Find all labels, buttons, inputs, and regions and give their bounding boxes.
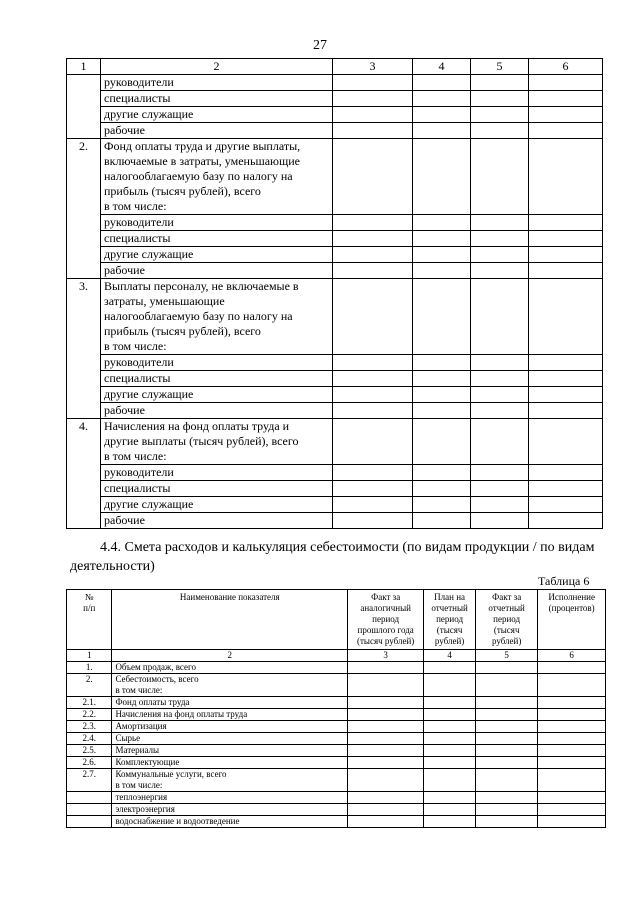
- row-label: другие служащие: [101, 497, 333, 513]
- table-row: [67, 465, 603, 481]
- value-cell: [538, 757, 606, 769]
- value-cell: [529, 513, 603, 529]
- value-cell: [333, 419, 413, 465]
- section-heading: 4.4. Смета расходов и калькуляция себестоимости (по видам продукции / по видам деятельности): [70, 540, 595, 574]
- table-row: [67, 231, 603, 247]
- table-header-row: [67, 590, 606, 650]
- value-cell: [424, 745, 476, 757]
- row-number: 2.6.: [67, 757, 112, 769]
- value-cell: [348, 816, 424, 828]
- table-row: [67, 792, 606, 804]
- value-cell: [348, 662, 424, 674]
- row-label: Себестоимость, всего в том числе:: [112, 674, 348, 697]
- row-label: специалисты: [101, 91, 333, 107]
- row-number: 2.: [67, 674, 112, 697]
- table-row: [67, 75, 603, 91]
- value-cell: [529, 231, 603, 247]
- column-header: Факт за отчетный период (тысяч рублей): [475, 590, 537, 650]
- value-cell: [333, 355, 413, 371]
- table-row: [67, 481, 603, 497]
- value-cell: [424, 769, 476, 792]
- value-cell: [529, 355, 603, 371]
- value-cell: [529, 279, 603, 355]
- value-cell: [538, 721, 606, 733]
- table-row: [67, 215, 603, 231]
- row-label: водоснабжение и водоотведение: [112, 816, 348, 828]
- column-index-row: [67, 650, 606, 662]
- value-cell: [413, 263, 471, 279]
- value-cell: [333, 513, 413, 529]
- value-cell: [333, 497, 413, 513]
- value-cell: [471, 403, 529, 419]
- row-number: 2.1.: [67, 697, 112, 709]
- table-row: [67, 662, 606, 674]
- table-row: [67, 139, 603, 215]
- column-header: Исполнение (процентов): [538, 590, 606, 650]
- value-cell: [424, 721, 476, 733]
- value-cell: [529, 481, 603, 497]
- row-number: 2.5.: [67, 745, 112, 757]
- staff-payments-table: [66, 58, 603, 529]
- column-index: 3: [348, 650, 424, 662]
- value-cell: [333, 279, 413, 355]
- row-label: Амортизация: [112, 721, 348, 733]
- column-header: № п/п: [67, 590, 112, 650]
- row-label: Коммунальные услуги, всего в том числе:: [112, 769, 348, 792]
- table-row: [67, 757, 606, 769]
- row-number: 2.3.: [67, 721, 112, 733]
- value-cell: [475, 697, 537, 709]
- value-cell: [529, 497, 603, 513]
- row-number: [67, 792, 112, 804]
- row-label: руководители: [101, 75, 333, 91]
- value-cell: [348, 674, 424, 697]
- value-cell: [413, 481, 471, 497]
- value-cell: [538, 804, 606, 816]
- value-cell: [529, 465, 603, 481]
- value-cell: [413, 465, 471, 481]
- table-row: [67, 804, 606, 816]
- value-cell: [538, 733, 606, 745]
- value-cell: [348, 792, 424, 804]
- row-label: Начисления на фонд оплаты труда: [112, 709, 348, 721]
- value-cell: [475, 745, 537, 757]
- value-cell: [413, 75, 471, 91]
- column-header: 1: [67, 59, 101, 75]
- value-cell: [333, 403, 413, 419]
- value-cell: [529, 403, 603, 419]
- value-cell: [333, 231, 413, 247]
- value-cell: [333, 139, 413, 215]
- value-cell: [413, 247, 471, 263]
- column-header: Факт за аналогичный период прошлого года (тысяч рублей): [348, 590, 424, 650]
- row-number: 3.: [67, 279, 101, 419]
- value-cell: [529, 247, 603, 263]
- value-cell: [348, 745, 424, 757]
- row-label: другие служащие: [101, 387, 333, 403]
- cost-estimate-table: [66, 589, 606, 828]
- row-label: электроэнергия: [112, 804, 348, 816]
- value-cell: [471, 279, 529, 355]
- value-cell: [413, 355, 471, 371]
- value-cell: [471, 263, 529, 279]
- table-row: [67, 279, 603, 355]
- column-header: 2: [101, 59, 333, 75]
- value-cell: [333, 481, 413, 497]
- value-cell: [529, 263, 603, 279]
- table-row: [67, 816, 606, 828]
- value-cell: [529, 139, 603, 215]
- value-cell: [471, 123, 529, 139]
- value-cell: [529, 75, 603, 91]
- column-header: 3: [333, 59, 413, 75]
- column-header: Наименование показателя: [112, 590, 348, 650]
- table-row: [67, 107, 603, 123]
- value-cell: [333, 371, 413, 387]
- table-row: [67, 733, 606, 745]
- value-cell: [471, 497, 529, 513]
- value-cell: [333, 75, 413, 91]
- value-cell: [424, 697, 476, 709]
- value-cell: [538, 792, 606, 804]
- row-number: [67, 75, 101, 139]
- row-label: рабочие: [101, 123, 333, 139]
- value-cell: [413, 387, 471, 403]
- row-label: специалисты: [101, 371, 333, 387]
- value-cell: [333, 91, 413, 107]
- value-cell: [348, 697, 424, 709]
- value-cell: [538, 745, 606, 757]
- value-cell: [348, 733, 424, 745]
- row-number: 4.: [67, 419, 101, 529]
- value-cell: [471, 91, 529, 107]
- row-label: теплоэнергия: [112, 792, 348, 804]
- value-cell: [333, 107, 413, 123]
- row-label: рабочие: [101, 403, 333, 419]
- value-cell: [348, 804, 424, 816]
- value-cell: [348, 721, 424, 733]
- column-header: План на отчетный период (тысяч рублей): [424, 590, 476, 650]
- value-cell: [471, 139, 529, 215]
- value-cell: [424, 662, 476, 674]
- value-cell: [424, 674, 476, 697]
- value-cell: [471, 371, 529, 387]
- column-index: 6: [538, 650, 606, 662]
- value-cell: [471, 513, 529, 529]
- row-number: [67, 816, 112, 828]
- table-row: [67, 247, 603, 263]
- value-cell: [529, 371, 603, 387]
- table-row: [67, 721, 606, 733]
- value-cell: [471, 355, 529, 371]
- row-number: 2.: [67, 139, 101, 279]
- value-cell: [471, 215, 529, 231]
- value-cell: [529, 215, 603, 231]
- table-row: [67, 403, 603, 419]
- table-row: [67, 387, 603, 403]
- value-cell: [424, 816, 476, 828]
- row-label: руководители: [101, 355, 333, 371]
- row-label: Фонд оплаты труда и другие выплаты, включаемые в затраты, уменьшающие налогооблагаемую базу по налогу на прибыль (тысяч рублей), всего в том числе:: [101, 139, 333, 215]
- table-row: [67, 263, 603, 279]
- row-label: специалисты: [101, 231, 333, 247]
- table-row: [67, 91, 603, 107]
- value-cell: [471, 231, 529, 247]
- row-number: 2.7.: [67, 769, 112, 792]
- value-cell: [348, 709, 424, 721]
- table-row: [67, 674, 606, 697]
- value-cell: [333, 263, 413, 279]
- value-cell: [529, 123, 603, 139]
- value-cell: [471, 387, 529, 403]
- row-number: 1.: [67, 662, 112, 674]
- value-cell: [538, 769, 606, 792]
- table-label: Таблица 6: [538, 574, 590, 588]
- value-cell: [475, 769, 537, 792]
- value-cell: [413, 371, 471, 387]
- row-label: Комплектующие: [112, 757, 348, 769]
- value-cell: [475, 709, 537, 721]
- table-row: [67, 123, 603, 139]
- value-cell: [413, 215, 471, 231]
- value-cell: [529, 91, 603, 107]
- row-number: 2.4.: [67, 733, 112, 745]
- value-cell: [475, 674, 537, 697]
- value-cell: [471, 481, 529, 497]
- table-row: [67, 709, 606, 721]
- value-cell: [471, 419, 529, 465]
- value-cell: [475, 816, 537, 828]
- table-row: [67, 497, 603, 513]
- value-cell: [413, 123, 471, 139]
- column-header: 4: [413, 59, 471, 75]
- value-cell: [475, 733, 537, 745]
- row-label: руководители: [101, 215, 333, 231]
- row-number: [67, 804, 112, 816]
- value-cell: [333, 465, 413, 481]
- value-cell: [471, 465, 529, 481]
- column-index: 4: [424, 650, 476, 662]
- table-row: [67, 769, 606, 792]
- row-label: другие служащие: [101, 247, 333, 263]
- value-cell: [538, 674, 606, 697]
- row-label: Объем продаж, всего: [112, 662, 348, 674]
- column-index: 2: [112, 650, 348, 662]
- row-label: рабочие: [101, 263, 333, 279]
- table-row: [67, 697, 606, 709]
- value-cell: [529, 107, 603, 123]
- value-cell: [424, 792, 476, 804]
- value-cell: [333, 123, 413, 139]
- value-cell: [475, 804, 537, 816]
- column-header: 5: [471, 59, 529, 75]
- table-row: [67, 513, 603, 529]
- page-number: 27: [313, 38, 327, 53]
- column-index: 1: [67, 650, 112, 662]
- value-cell: [348, 769, 424, 792]
- value-cell: [413, 419, 471, 465]
- value-cell: [333, 247, 413, 263]
- value-cell: [529, 419, 603, 465]
- table-header-row: [67, 59, 603, 75]
- value-cell: [413, 279, 471, 355]
- value-cell: [471, 247, 529, 263]
- row-label: Начисления на фонд оплаты труда и другие выплаты (тысяч рублей), всего в том числе:: [101, 419, 333, 465]
- column-index: 5: [475, 650, 537, 662]
- column-header: 6: [529, 59, 603, 75]
- value-cell: [538, 662, 606, 674]
- row-label: рабочие: [101, 513, 333, 529]
- row-label: руководители: [101, 465, 333, 481]
- value-cell: [413, 513, 471, 529]
- row-number: 2.2.: [67, 709, 112, 721]
- value-cell: [413, 231, 471, 247]
- row-label: Материалы: [112, 745, 348, 757]
- value-cell: [475, 792, 537, 804]
- value-cell: [413, 107, 471, 123]
- row-label: другие служащие: [101, 107, 333, 123]
- table-row: [67, 745, 606, 757]
- value-cell: [413, 497, 471, 513]
- value-cell: [333, 387, 413, 403]
- value-cell: [424, 709, 476, 721]
- row-label: Фонд оплаты труда: [112, 697, 348, 709]
- value-cell: [475, 721, 537, 733]
- value-cell: [529, 387, 603, 403]
- value-cell: [538, 709, 606, 721]
- value-cell: [471, 75, 529, 91]
- value-cell: [413, 91, 471, 107]
- table-row: [67, 419, 603, 465]
- value-cell: [538, 816, 606, 828]
- value-cell: [424, 733, 476, 745]
- row-label: специалисты: [101, 481, 333, 497]
- value-cell: [413, 403, 471, 419]
- value-cell: [471, 107, 529, 123]
- row-label: Выплаты персоналу, не включаемые в затраты, уменьшающие налогооблагаемую базу по налогу на прибыль (тысяч рублей), всего в том числе:: [101, 279, 333, 355]
- value-cell: [424, 757, 476, 769]
- value-cell: [348, 757, 424, 769]
- value-cell: [424, 804, 476, 816]
- table-row: [67, 355, 603, 371]
- table-row: [67, 371, 603, 387]
- value-cell: [475, 662, 537, 674]
- value-cell: [538, 697, 606, 709]
- value-cell: [333, 215, 413, 231]
- value-cell: [413, 139, 471, 215]
- row-label: Сырье: [112, 733, 348, 745]
- value-cell: [475, 757, 537, 769]
